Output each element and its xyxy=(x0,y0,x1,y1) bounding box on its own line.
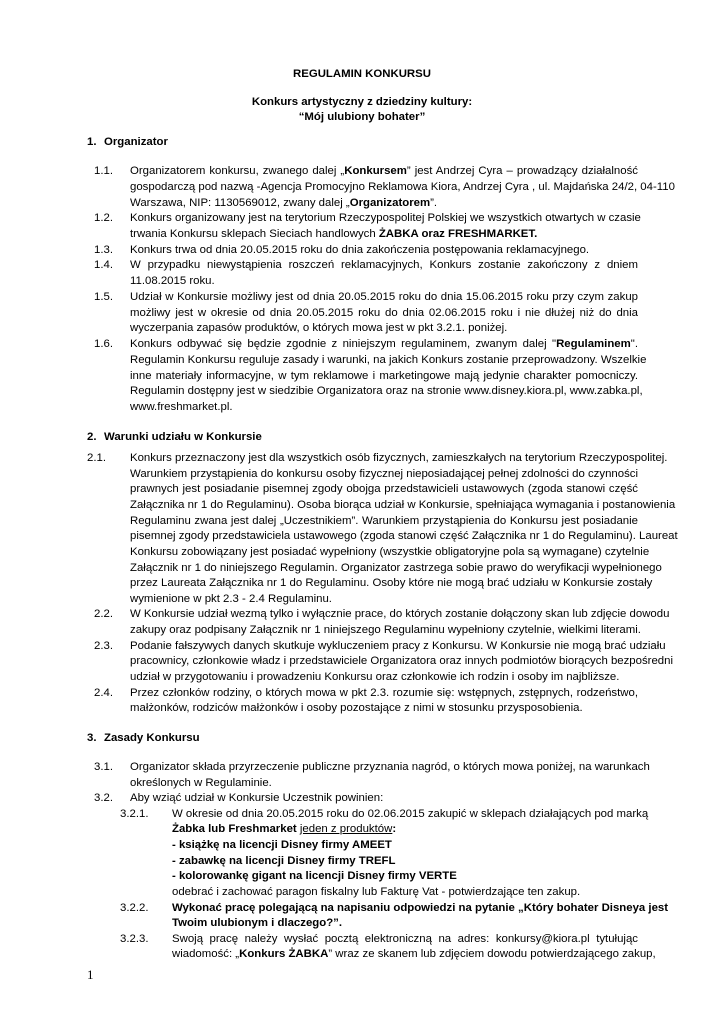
clause-number: 1.4. xyxy=(94,259,113,271)
clause-number: 3.2.1. xyxy=(120,808,149,820)
clause-number: 1.6. xyxy=(94,338,113,350)
clause-number: 2.3. xyxy=(94,640,113,652)
clause-3-2-1-line: W okresie od dnia 20.05.2015 roku do 02.06.2015 zakupić w sklepach działających pod marką xyxy=(172,808,649,820)
clause-1-1-line: Warszawa, NIP: 1130569012, zwany dalej „Organizatorem”. xyxy=(130,197,438,209)
clause-1-6-line: Regulamin Konkursu reguluje zasady i warunki, na jakich Konkurs zostanie przeprowadzony. Wszelkie xyxy=(130,354,647,366)
clause-number: 2.4. xyxy=(94,687,113,699)
clause-1-6-line: www.freshmarket.pl. xyxy=(130,401,233,413)
clause-2-2-line: W Konkursie udział wezmą tylko i wyłącznie prace, do których zostanie dołączony skan lub zdjęcie dowodu xyxy=(130,608,670,620)
contest-subtitle: Konkurs artystyczny z dziedziny kultury: xyxy=(251,96,473,108)
clause-1-5-line: możliwy jest w okresie od dnia 20.05.2015 roku do dnia 02.06.2015 roku i nie dłużej niż do dnia xyxy=(130,307,638,319)
clause-1-3-line: Konkurs trwa od dnia 20.05.2015 roku do dnia zakończenia postępowania reklamacyjnego. xyxy=(130,244,590,256)
section-3-title: Zasady Konkursu xyxy=(104,732,200,744)
clause-1-5-line: wyczerpania zapasów produktów, o których mowa jest w pkt 3.2.1. poniżej. xyxy=(130,322,508,334)
clause-2-1-line: przez Laureata Załącznika nr 1 do Regulaminu. Osoby które nie mogą brać udziału w Konkursie zostały xyxy=(130,577,653,589)
clause-3-2-2-line: Wykonać pracę polegającą na napisaniu odpowiedzi na pytanie „Który bohater Disneya jest xyxy=(172,902,669,914)
clause-3-2-2-line: Twoim ulubionym i dlaczego?”. xyxy=(172,917,343,929)
clause-number: 2.1. xyxy=(87,452,106,464)
section-2-number: 2. xyxy=(87,431,97,443)
clause-2-1-line: prawnych jest posiadanie pisemnej zgody obojga przedstawicieli ustawowych (zgoda stanowi część xyxy=(130,483,638,495)
clause-3-1-line: Organizator składa przyrzeczenie publiczne przyznania nagród, o których mowa poniżej, na warunkach xyxy=(130,761,650,773)
clause-2-4-line: Przez członków rodziny, o których mowa w pkt 2.3. rozumie się: wstępnych, zstępnych, rodzeństwo, xyxy=(130,687,638,699)
clause-number: 3.2. xyxy=(94,792,113,804)
document-title: REGULAMIN KONKURSU xyxy=(293,68,431,80)
clause-2-1-line: Załącznik nr 1 do niniejszego Regulamin. Organizator zastrzega sobie prawo do weryfikacji wypełnionego xyxy=(130,562,662,574)
contest-name: “Mój ulubiony bohater” xyxy=(298,111,426,123)
clause-number: 2.2. xyxy=(94,608,113,620)
clause-number: 3.2.2. xyxy=(120,902,149,914)
clause-1-5-line: Udział w Konkursie możliwy jest od dnia 20.05.2015 roku do dnia 15.06.2015 roku przy czym zakup xyxy=(130,291,638,303)
clause-2-1-line: pisemnej zgody przedstawiciela ustawowego (zgoda stanowi część Załącznika nr 1 do Regulaminu). Laureat xyxy=(130,530,678,542)
clause-number: 1.5. xyxy=(94,291,113,303)
clause-3-2-1-line: odebrać i zachować paragon fiskalny lub Fakturę Vat - potwierdzające ten zakup. xyxy=(172,886,581,898)
clause-2-1-line: wymienione w pkt 2.3 - 2.4 Regulaminu. xyxy=(130,593,332,605)
page-number: 1 xyxy=(87,967,94,982)
clause-number: 1.2. xyxy=(94,212,113,224)
clause-1-6-line: Konkurs odbywać się będzie zgodnie z niniejszym regulaminem, zwanym dalej "Regulaminem". xyxy=(130,338,638,350)
section-3-number: 3. xyxy=(87,732,97,744)
section-1-number: 1. xyxy=(87,136,97,148)
product-item-book: - książkę na licencji Disney firmy AMEET xyxy=(172,839,392,851)
clause-2-1-line: Załącznika nr 1 do Regulaminu). Osoba biorąca udział w Konkursie, spełniająca wymagania i postanowienia xyxy=(130,499,676,511)
clause-2-3-line: Podanie fałszywych danych skutkuje wykluczeniem pracy z Konkursu. W Konkursie nie mogą brać udziału xyxy=(130,640,666,652)
clause-1-2-line: Konkurs organizowany jest na terytorium Rzeczypospolitej Polskiej we wszystkich otwartych w czasie xyxy=(130,212,641,224)
clause-2-1-line: Konkurs przeznaczony jest dla wszystkich osób fizycznych, zamieszkałych na terytorium Rzeczypospolitej. xyxy=(130,452,668,464)
clause-2-1-line: Warunkiem przystąpienia do konkursu osoby fizycznej nieposiadającej pełnej zdolności do czynności xyxy=(130,468,638,480)
section-1-title: Organizator xyxy=(104,136,168,148)
clause-3-2-line: Aby wziąć udział w Konkursie Uczestnik powinien: xyxy=(130,792,384,804)
clause-3-2-3-line: wiadomość: „Konkurs ŻABKA” wraz ze skanem lub zdjęciem dowodu potwierdzającego zakup, xyxy=(172,948,656,960)
clause-1-1-line: gospodarczą pod nazwą -Agencja Promocyjno Reklamowa Kiora, Andrzej Cyra , ul. Majdańska 24/2, 04-110 xyxy=(130,181,675,193)
clause-2-3-line: pracownicy, członkowie władz i przedstawiciele Organizatora oraz innych podmiotów biorących bezpośredni xyxy=(130,655,674,667)
clause-3-1-line: określonych w Regulaminie. xyxy=(130,777,272,789)
section-2-title: Warunki udziału w Konkursie xyxy=(104,431,262,443)
clause-3-2-1-line: Żabka lub Freshmarket jeden z produktów: xyxy=(172,823,397,835)
clause-2-3-line: udział w przygotowaniu i prowadzeniu Konkursu oraz członkowie ich rodzin i osoby im najbliższe. xyxy=(130,671,620,683)
clause-3-2-3-line: Swoją pracę należy wysłać pocztą elektroniczną na adres: konkursy@kiora.pl tytułując xyxy=(172,933,638,945)
clause-1-1-line: Organizatorem konkursu, zwanego dalej „Konkursem” jest Andrzej Cyra – prowadzący działalność xyxy=(130,165,638,177)
clause-number: 3.2.3. xyxy=(120,933,149,945)
clause-number: 3.1. xyxy=(94,761,113,773)
clause-1-6-line: inne materiały informacyjne, w tym reklamowe i marketingowe mają jedynie charakter pomocniczy. xyxy=(130,370,638,382)
clause-2-4-line: małżonków, rodziców małżonków i osoby pozostające z nimi w stosunku przysposobienia. xyxy=(130,702,583,714)
clause-number: 1.3. xyxy=(94,244,113,256)
product-item-toy: - zabawkę na licencji Disney firmy TREFL xyxy=(172,855,396,867)
clause-2-2-line: zakupy oraz podpisany Załącznik nr 1 niniejszego Regulaminu wypełniony czytelnie, wielkimi literami. xyxy=(130,624,641,636)
product-item-coloring-book: - kolorowankę gigant na licencji Disney firmy VERTE xyxy=(172,870,457,882)
clause-number: 1.1. xyxy=(94,165,113,177)
clause-1-4-line: 11.08.2015 roku. xyxy=(130,275,215,287)
clause-1-2-line: trwania Konkursu sklepach Sieciach handlowych ŻABKA oraz FRESHMARKET. xyxy=(130,228,538,240)
clause-1-6-line: Regulamin dostępny jest w siedzibie Organizatora oraz na stronie www.disney.kiora.pl, www.zabka.pl, xyxy=(130,385,643,397)
clause-2-1-line: Konkursu zobowiązany jest posiadać wypełniony (wszystkie obligatoryjne pola są wymagane) czytelnie xyxy=(130,546,650,558)
clause-2-1-line: Regulaminu zwana jest dalej „Uczestnikiem”. Warunkiem przystąpienia do Konkursu jest posiadanie xyxy=(130,515,638,527)
clause-1-4-line: W przypadku niewystąpienia roszczeń reklamacyjnych, Konkurs zostanie zakończony z dniem xyxy=(130,259,638,271)
